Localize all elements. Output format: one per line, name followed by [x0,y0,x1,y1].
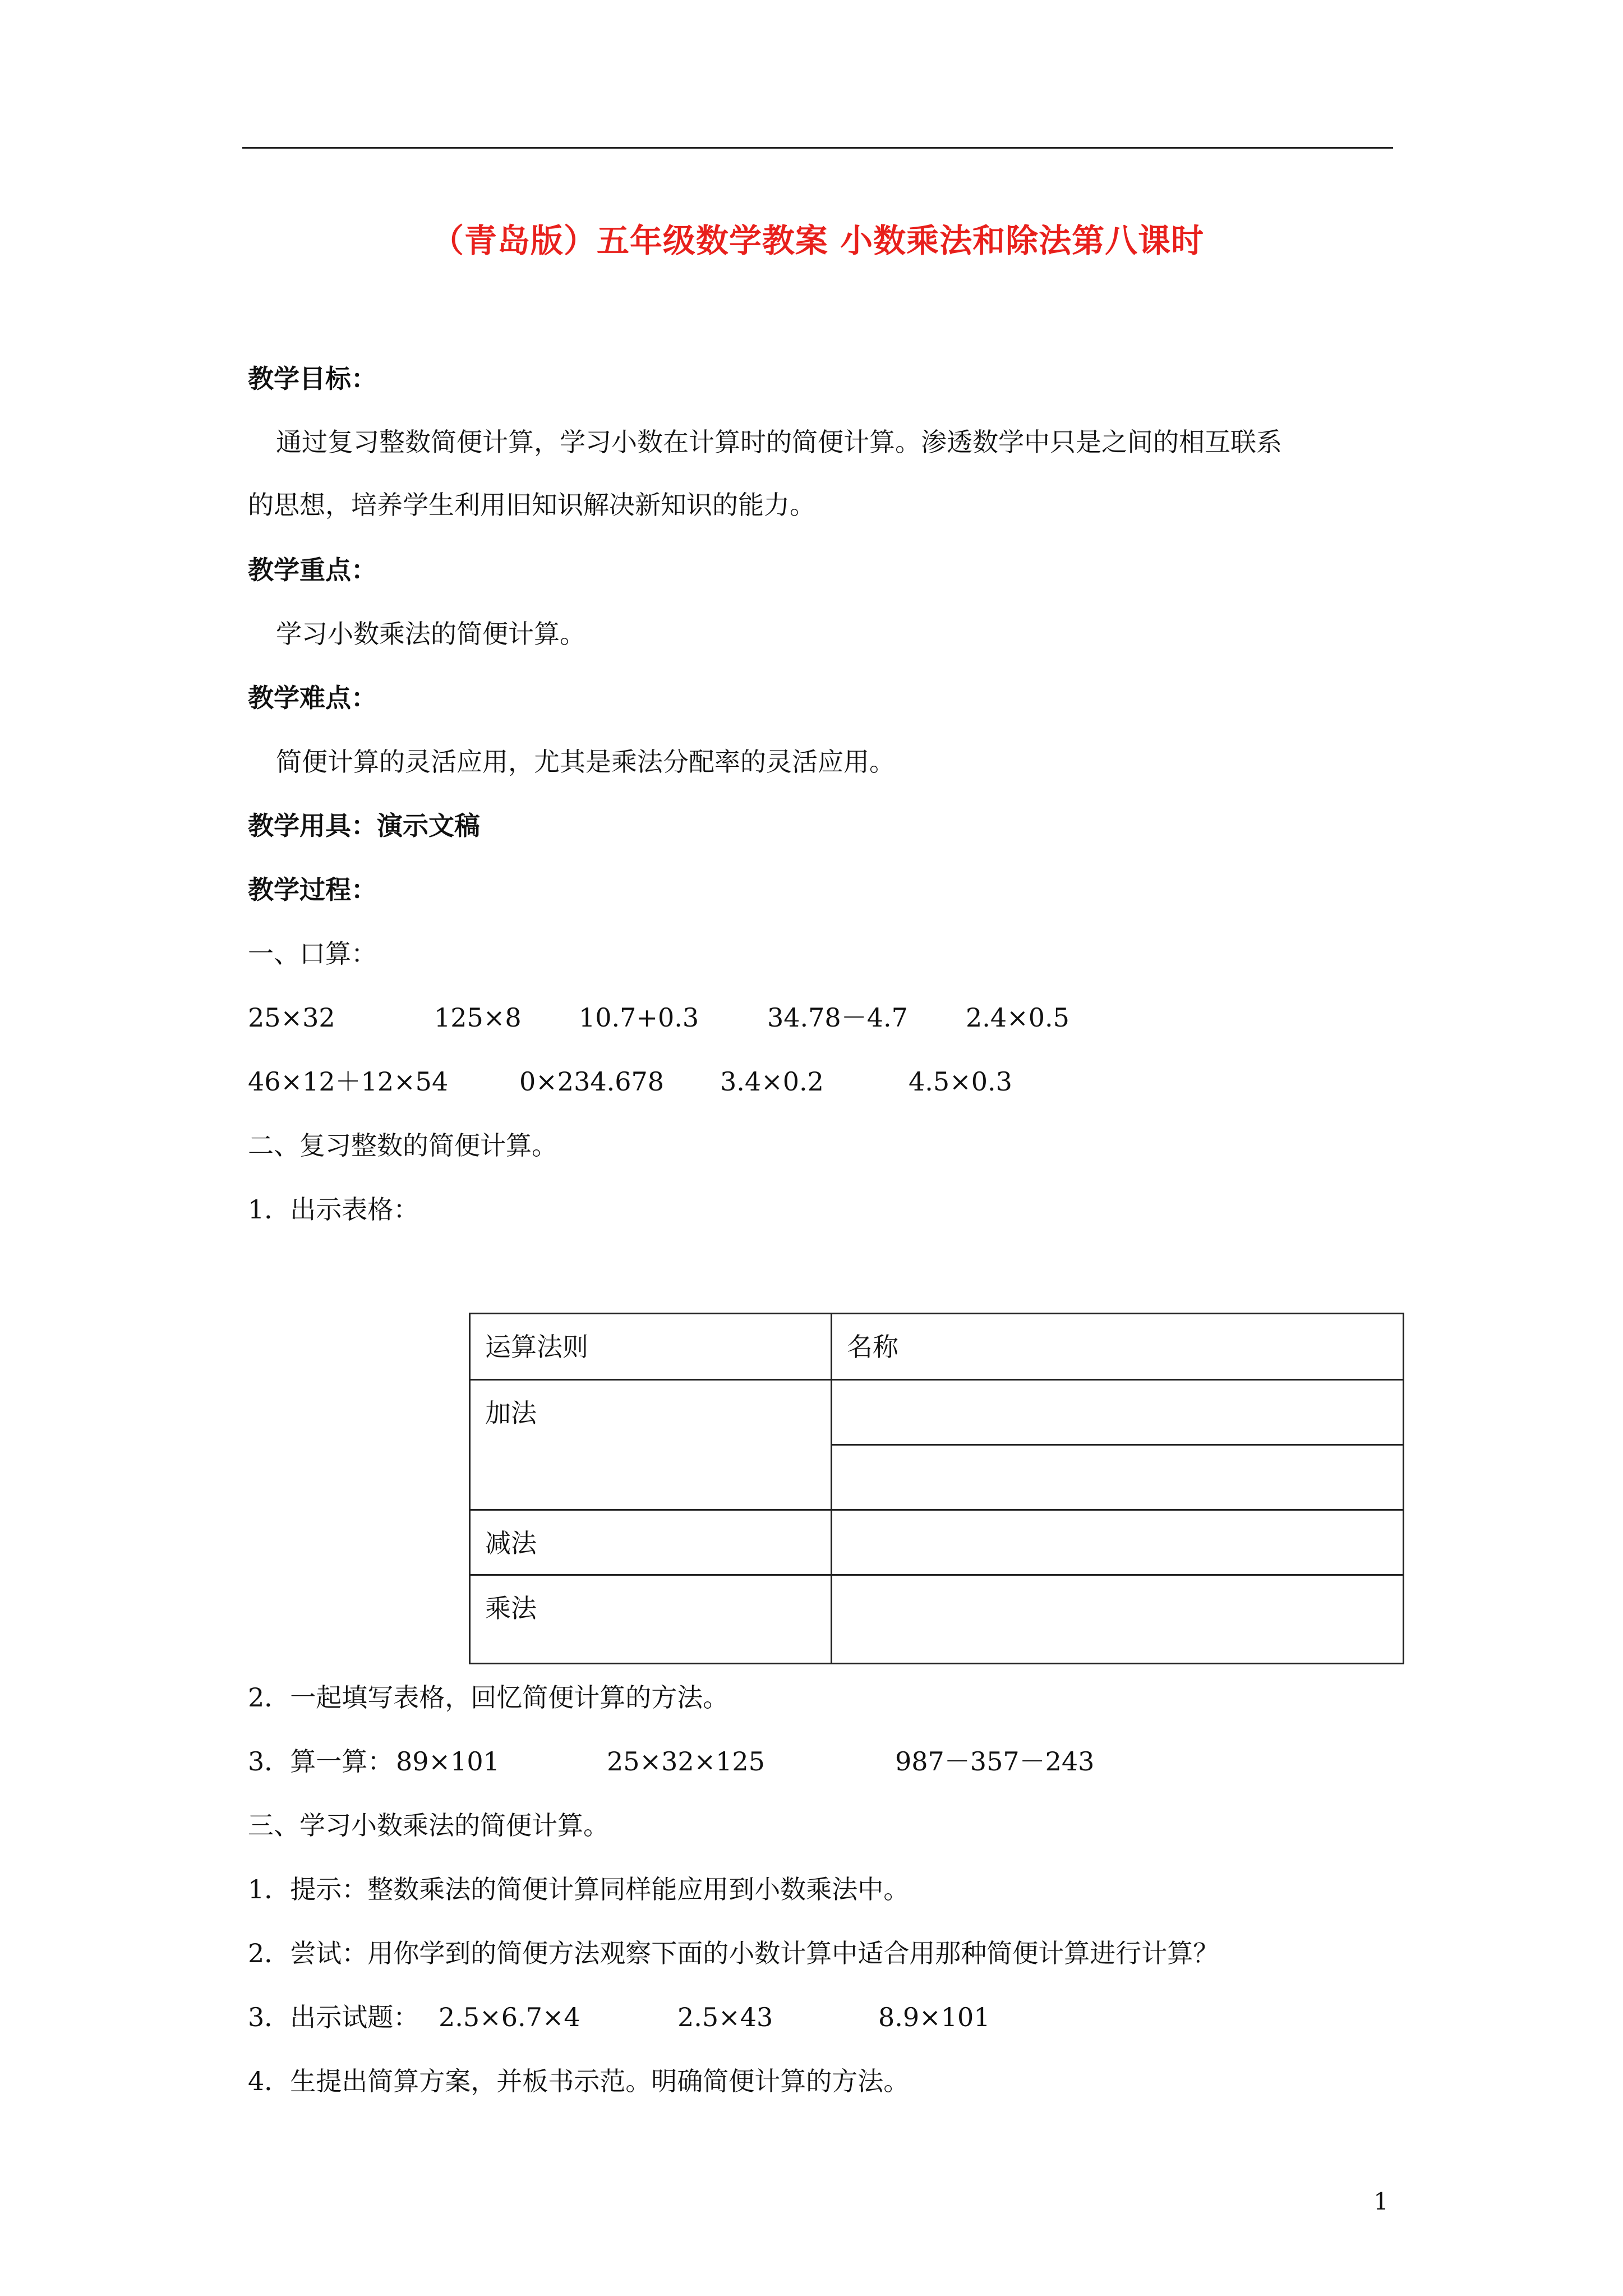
difficulty-text: 简便计算的灵活应用，尤其是乘法分配率的灵活应用。 [276,747,895,777]
oral-item: 10.7+0.3 [579,1002,699,1033]
objectives-line-1: 通过复习整数简便计算，学习小数在计算时的简便计算。渗透数学中只是之间的相互联系 [276,427,1282,457]
oral-item: 0×234.678 [519,1066,665,1097]
tools-line: 教学用具：演示文稿 [248,811,480,841]
objectives-line-2: 的思想，培养学生利用旧知识解决新知识的能力。 [248,490,815,520]
calc-item: 89×101 [396,1746,500,1777]
key-point-text: 学习小数乘法的简便计算。 [276,619,585,649]
section1-heading: 一、口算： [248,938,377,969]
objectives-heading: 教学目标： [248,364,377,394]
oral-item: 25×32 [248,1002,335,1033]
section2-step-1: 1．出示表格： [248,1194,419,1225]
table-row-label-add: 加法 [470,1380,832,1510]
oral-item: 34.78－4.7 [767,1002,908,1033]
key-point-heading: 教学重点： [248,555,377,585]
difficulty-heading: 教学难点： [248,683,377,713]
oral-item: 4.5×0.3 [909,1066,1012,1097]
table-row-label-sub: 减法 [470,1510,832,1575]
page-number: 1 [1373,2188,1389,2215]
section3-step-4: 4．生提出简算方案，并板书示范。明确简便计算的方法。 [248,2066,910,2096]
section2-step-3-label: 3．算一算： [248,1746,394,1777]
table-row-label-mul: 乘法 [470,1575,832,1664]
section2-heading: 二、复习整数的简便计算。 [248,1130,557,1161]
section3-step-1: 1．提示：整数乘法的简便计算同样能应用到小数乘法中。 [248,1874,910,1904]
rules-table [469,1313,1404,1664]
table-cell-empty [832,1380,1404,1445]
table-cell-empty [832,1575,1404,1664]
oral-item: 3.4×0.2 [720,1066,824,1097]
process-heading: 教学过程： [248,875,377,905]
table-cell-empty [832,1510,1404,1575]
calc-item: 987－357－243 [895,1746,1095,1777]
oral-item: 46×12＋12×54 [248,1066,449,1097]
problem-item: 2.5×6.7×4 [439,2002,580,2032]
header-rule [242,147,1393,149]
section3-step-3-label: 3．出示试题： [248,2002,419,2032]
problem-item: 8.9×101 [878,2002,990,2032]
problem-item: 2.5×43 [677,2002,773,2032]
section3-step-2: 2．尝试：用你学到的简便方法观察下面的小数计算中适合用那种简便计算进行计算？ [248,1938,1219,1968]
section3-heading: 三、学习小数乘法的简便计算。 [248,1810,609,1841]
table-cell-empty [832,1445,1404,1510]
table-header-cell: 名称 [832,1314,1404,1380]
calc-item: 25×32×125 [607,1746,765,1777]
section2-step-2: 2．一起填写表格，回忆简便计算的方法。 [248,1682,729,1713]
oral-item: 125×8 [434,1002,522,1033]
document-title: （青岛版）五年级数学教案 小数乘法和除法第八课时 [431,222,1205,260]
table-header-cell: 运算法则 [470,1314,832,1380]
oral-item: 2.4×0.5 [966,1002,1069,1033]
